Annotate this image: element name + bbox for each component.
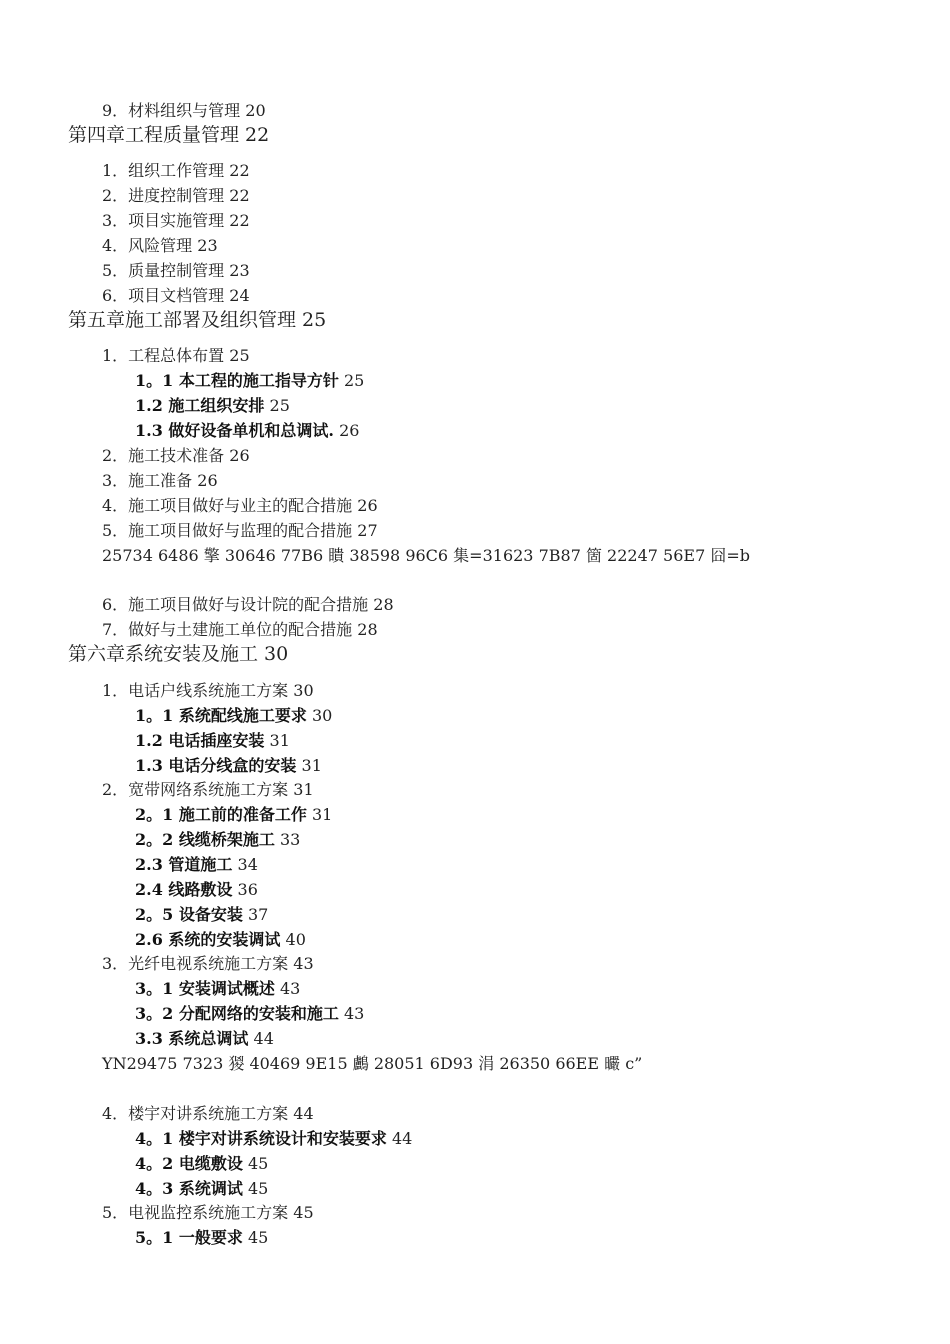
- toc-subsection-item: [135, 1031, 274, 1047]
- subsection-page-number: 25: [269, 396, 290, 415]
- toc-subsection-item: [135, 1181, 268, 1197]
- subsection-title: 2.3 管道施工: [135, 855, 233, 874]
- subsection-title: 1。1 本工程的施工指导方针: [135, 371, 339, 390]
- subsection-page-number: 26: [339, 421, 360, 440]
- toc-section-item: 5．质量控制管理 23: [102, 261, 250, 280]
- toc-section-item: 2．施工技术准备 26: [102, 446, 250, 465]
- subsection-page-number: 33: [279, 830, 301, 849]
- toc-section-item: 3．项目实施管理 22: [102, 211, 250, 230]
- stray-text-line: YN29475 7323 猣 40469 9E15 鸕 28051 6D93 涓 26350 66EE 曮 c”: [102, 1054, 643, 1073]
- subsection-page-number: 44: [253, 1029, 274, 1048]
- toc-subsection-item: [135, 398, 290, 414]
- toc-subsection-item: [135, 807, 332, 823]
- toc-subsection-item: [135, 981, 300, 997]
- toc-subsection-item: [135, 758, 322, 774]
- toc-subsection-item: [135, 1156, 268, 1172]
- toc-section-item: 6．施工项目做好与设计院的配合措施 28: [102, 595, 394, 614]
- toc-section-item: 3．光纤电视系统施工方案 43: [102, 954, 314, 973]
- toc-section-item: 9．材料组织与管理 20: [102, 101, 266, 120]
- subsection-title: 4。1 楼宇对讲系统设计和安装要求: [135, 1129, 387, 1148]
- subsection-title: 2。5 设备安装: [135, 905, 243, 924]
- toc-chapter-heading: 第六章系统安装及施工 30: [68, 643, 289, 665]
- subsection-page-number: 45: [247, 1179, 269, 1198]
- subsection-title: 2。2 线缆桥架施工: [135, 830, 275, 849]
- subsection-page-number: 45: [247, 1154, 269, 1173]
- subsection-page-number: 44: [391, 1129, 413, 1148]
- subsection-page-number: 43: [279, 979, 301, 998]
- toc-section-item: 7．做好与土建施工单位的配合措施 28: [102, 620, 378, 639]
- toc-section-item: 2．进度控制管理 22: [102, 186, 250, 205]
- subsection-title: 1。1 系统配线施工要求: [135, 706, 307, 725]
- toc-section-item: 5．施工项目做好与监理的配合措施 27: [102, 521, 378, 540]
- toc-section-item: 1．工程总体布置 25: [102, 346, 250, 365]
- toc-section-item: 4．风险管理 23: [102, 236, 218, 255]
- toc-subsection-item: [135, 932, 306, 948]
- toc-subsection-item: [135, 708, 332, 724]
- subsection-page-number: 37: [247, 905, 269, 924]
- toc-chapter-heading: 第四章工程质量管理 22: [68, 124, 270, 146]
- subsection-page-number: 31: [269, 731, 290, 750]
- toc-subsection-item: [135, 882, 258, 898]
- toc-subsection-item: [135, 907, 268, 923]
- toc-subsection-item: [135, 423, 359, 439]
- toc-subsection-item: [135, 1006, 364, 1022]
- subsection-page-number: 31: [301, 756, 322, 775]
- subsection-title: 3.3 系统总调试: [135, 1029, 249, 1048]
- subsection-title: 5。1 一般要求: [135, 1228, 243, 1247]
- subsection-title: 1.3 电话分线盒的安装: [135, 756, 297, 775]
- toc-section-item: 5．电视监控系统施工方案 45: [102, 1203, 314, 1222]
- subsection-page-number: 43: [343, 1004, 365, 1023]
- subsection-page-number: 31: [311, 805, 333, 824]
- toc-section-item: 4．楼宇对讲系统施工方案 44: [102, 1104, 314, 1123]
- subsection-title: 3。2 分配网络的安装和施工: [135, 1004, 339, 1023]
- subsection-page-number: 40: [285, 930, 306, 949]
- subsection-page-number: 45: [247, 1228, 269, 1247]
- toc-section-item: 2．宽带网络系统施工方案 31: [102, 780, 314, 799]
- stray-text-line: 25734 6486 擎 30646 77B6 瞶 38598 96C6 集=31623 7B87 箇 22247 56E7 囧=b: [102, 546, 750, 565]
- subsection-page-number: 36: [237, 880, 258, 899]
- toc-subsection-item: [135, 1230, 268, 1246]
- toc-section-item: 1．电话户线系统施工方案 30: [102, 681, 314, 700]
- subsection-page-number: 34: [237, 855, 258, 874]
- subsection-title: 1.2 施工组织安排: [135, 396, 265, 415]
- toc-section-item: 4．施工项目做好与业主的配合措施 26: [102, 496, 378, 515]
- subsection-title: 2.6 系统的安装调试: [135, 930, 281, 949]
- subsection-page-number: 25: [343, 371, 365, 390]
- toc-subsection-item: [135, 857, 258, 873]
- toc-chapter-heading: 第五章施工部署及组织管理 25: [68, 309, 327, 331]
- subsection-page-number: 30: [311, 706, 333, 725]
- toc-subsection-item: [135, 373, 364, 389]
- toc-subsection-item: [135, 832, 300, 848]
- subsection-title: 2.4 线路敷设: [135, 880, 233, 899]
- subsection-title: 4。2 电缆敷设: [135, 1154, 243, 1173]
- subsection-title: 4。3 系统调试: [135, 1179, 243, 1198]
- toc-subsection-item: [135, 1131, 412, 1147]
- subsection-title: 3。1 安装调试概述: [135, 979, 275, 998]
- toc-section-item: 6．项目文档管理 24: [102, 286, 250, 305]
- subsection-title: 1.3 做好设备单机和总调试.: [135, 421, 334, 440]
- subsection-title: 1.2 电话插座安装: [135, 731, 265, 750]
- subsection-title: 2。1 施工前的准备工作: [135, 805, 307, 824]
- toc-subsection-item: [135, 733, 290, 749]
- toc-section-item: 1．组织工作管理 22: [102, 161, 250, 180]
- toc-section-item: 3．施工准备 26: [102, 471, 218, 490]
